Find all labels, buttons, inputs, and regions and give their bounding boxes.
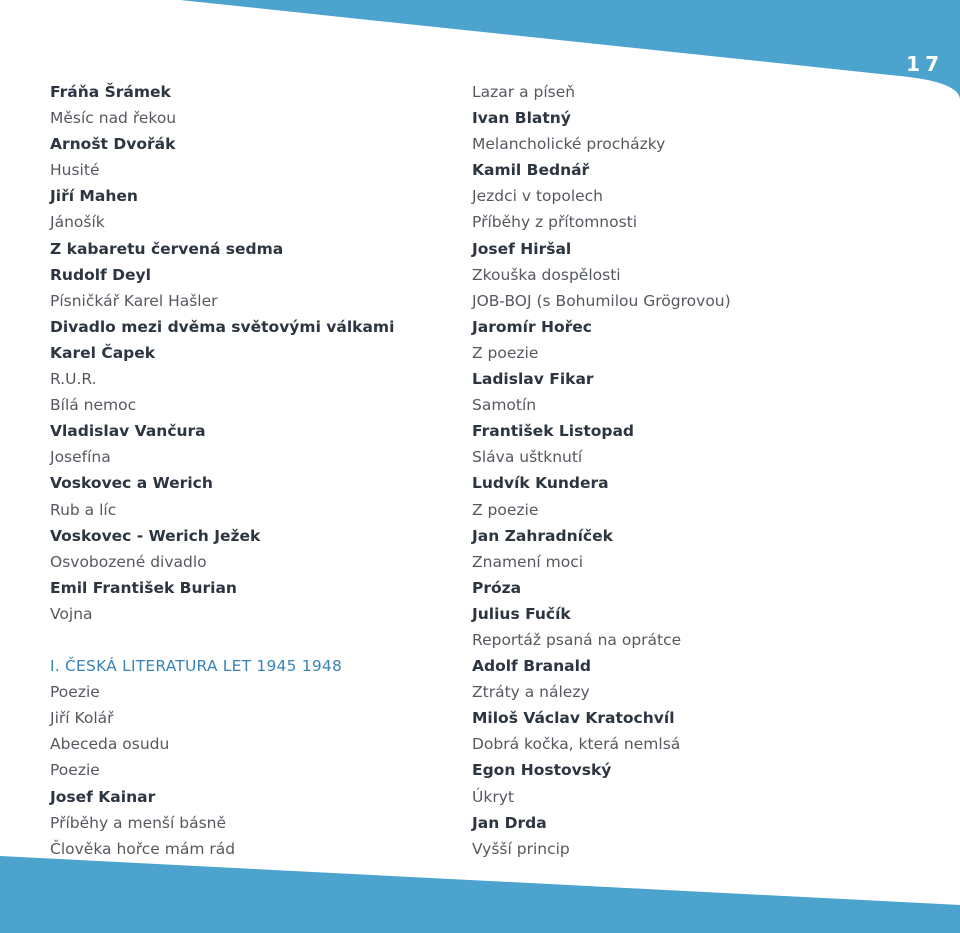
left-entry: Fráňa Šrámek bbox=[50, 83, 171, 101]
left-entry: Příběhy a menší básně bbox=[50, 813, 227, 832]
right-entry: Z poezie bbox=[472, 343, 539, 362]
left-entry: Rub a líc bbox=[50, 500, 117, 519]
right-entry: Lazar a píseň bbox=[472, 83, 576, 101]
right-entry: Jan Drda bbox=[472, 813, 547, 832]
left-entry: Písničkář Karel Hašler bbox=[50, 291, 218, 310]
left-entry: Vojna bbox=[50, 604, 93, 623]
left-entry: Poezie bbox=[50, 761, 100, 780]
right-entry: Melancholické procházky bbox=[472, 135, 666, 154]
left-entry: Osvobozené divadlo bbox=[50, 552, 207, 571]
right-entry: Josef Hiršal bbox=[472, 239, 572, 258]
right-entry: Sláva uštknutí bbox=[472, 448, 583, 467]
right-entry: Ludvík Kundera bbox=[472, 474, 609, 493]
right-entry: Ivan Blatný bbox=[472, 109, 571, 128]
left-entry: Emil František Burian bbox=[50, 578, 237, 597]
left-entry: Jiří Mahen bbox=[50, 187, 138, 206]
right-entry: Zkouška dospělosti bbox=[472, 265, 621, 284]
page-number: 17 bbox=[906, 52, 944, 76]
right-entry: Jaromír Hořec bbox=[472, 317, 592, 336]
right-entry: Jezdci v topolech bbox=[472, 187, 604, 206]
left-entry: Josef Kainar bbox=[50, 787, 156, 806]
left-entry: R.U.R. bbox=[50, 370, 97, 389]
right-column bbox=[472, 79, 731, 862]
left-entry: Abeceda osudu bbox=[50, 735, 170, 754]
left-entry: I. ČESKÁ LITERATURA LET 1945 1948 bbox=[50, 657, 343, 676]
right-entry: Znamení moci bbox=[472, 552, 584, 571]
right-entry: František Listopad bbox=[472, 422, 635, 441]
right-entry: JOB-BOJ (s Bohumilou Grögrovou) bbox=[472, 291, 731, 310]
right-entry: Kamil Bednář bbox=[472, 161, 590, 180]
left-column bbox=[50, 79, 394, 862]
right-entry: Próza bbox=[472, 578, 522, 597]
right-entry: Reportáž psaná na oprátce bbox=[472, 630, 682, 649]
left-entry: Z kabaretu červená sedma bbox=[50, 239, 284, 258]
right-entry: Ladislav Fikar bbox=[472, 370, 594, 389]
left-entry: Člověka hořce mám rád bbox=[50, 839, 236, 858]
left-entry: Husité bbox=[50, 161, 100, 180]
left-entry: Voskovec - Werich Ježek bbox=[50, 526, 261, 545]
right-entry: Adolf Branald bbox=[472, 657, 592, 676]
left-entry: Bílá nemoc bbox=[50, 396, 137, 415]
right-entry: Egon Hostovský bbox=[472, 761, 612, 780]
left-entry: Karel Čapek bbox=[50, 343, 156, 362]
right-entry: Jan Zahradníček bbox=[472, 526, 613, 545]
left-entry: Jánošík bbox=[50, 213, 105, 232]
left-entry: Poezie bbox=[50, 683, 100, 702]
left-entry: Vladislav Vančura bbox=[50, 422, 206, 441]
left-entry: Arnošt Dvořák bbox=[50, 135, 176, 154]
left-entry: Josefína bbox=[50, 448, 111, 467]
right-entry: Ztráty a nálezy bbox=[472, 683, 590, 702]
left-entry: Voskovec a Werich bbox=[50, 474, 213, 493]
right-entry: Julius Fučík bbox=[472, 604, 571, 623]
right-entry: Samotín bbox=[472, 396, 537, 415]
left-entry: Měsíc nad řekou bbox=[50, 109, 177, 128]
right-entry: Miloš Václav Kratochvíl bbox=[472, 709, 675, 728]
right-entry: Příběhy z přítomnosti bbox=[472, 213, 638, 232]
right-entry: Dobrá kočka, která nemlsá bbox=[472, 735, 681, 754]
right-entry: Vyšší princip bbox=[472, 839, 570, 858]
left-entry: Jiří Kolář bbox=[50, 709, 114, 728]
left-entry bbox=[50, 627, 394, 653]
left-entry: Divadlo mezi dvěma světovými válkami bbox=[50, 317, 395, 336]
left-entry: Rudolf Deyl bbox=[50, 265, 151, 284]
right-entry: Z poezie bbox=[472, 500, 539, 519]
right-entry: Úkryt bbox=[472, 787, 514, 806]
